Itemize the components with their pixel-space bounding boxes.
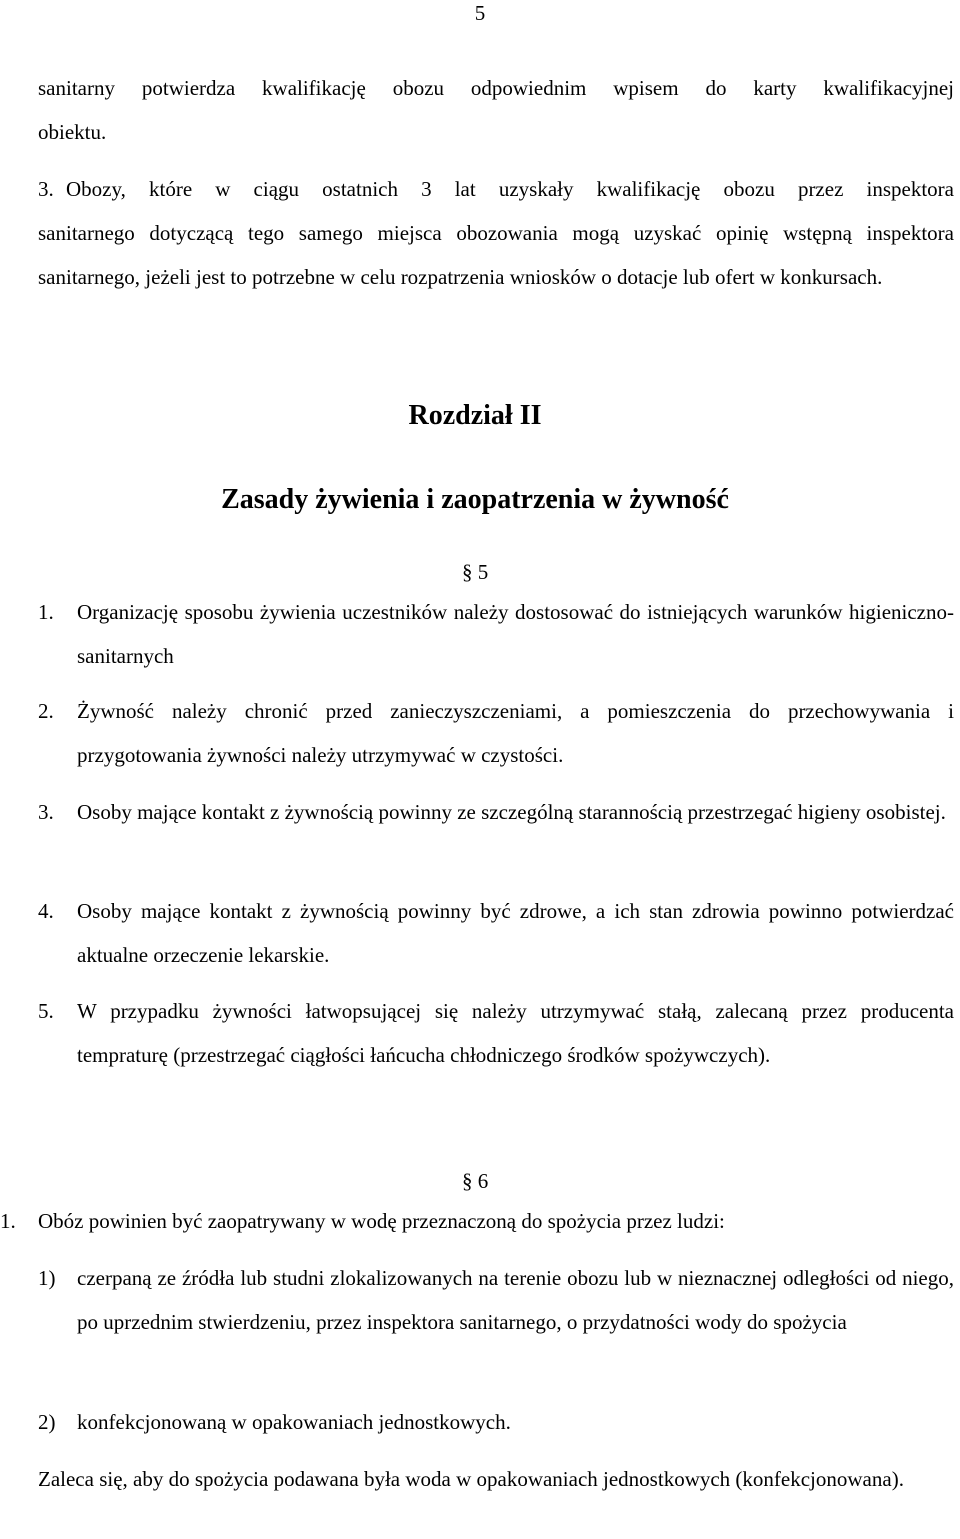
s5-item-4-text: Osoby mające kontakt z żywnością powinny być zdrowe, a ich stan zdrowia powinno potwierdzać aktualne orzeczenie lekarskie. xyxy=(77,899,954,967)
s5-item-1-number: 1. xyxy=(38,600,54,624)
section-6-heading: § 6 xyxy=(462,1169,489,1193)
item-3-first-line: Obozy, które w ciągu ostatnich 3 lat uzyskały kwalifikację obozu przez inspektora xyxy=(66,177,954,201)
intro-line-2: obiektu. xyxy=(38,120,107,144)
s6-subitem-1-number: 1) xyxy=(38,1266,56,1290)
s5-item-1-text: Organizację sposobu żywienia uczestników należy dostosować do istniejących warunków higieniczno-sanitarnych xyxy=(77,600,954,668)
chapter-title: Rozdział II xyxy=(408,400,542,431)
s6-item-1-text: Obóz powinien być zaopatrywany w wodę przeznaczoną do spożycia przez ludzi: xyxy=(38,1209,725,1233)
item-3-number: 3. xyxy=(38,177,54,201)
s6-closing-text: Zaleca się, aby do spożycia podawana była woda w opakowaniach jednostkowych (konfekcjonowana). xyxy=(38,1467,904,1491)
intro-line-1: sanitarny potwierdza kwalifikację obozu odpowiednim wpisem do karty kwalifikacyjnej xyxy=(38,76,954,100)
s5-item-2-text: Żywność należy chronić przed zanieczyszczeniami, a pomieszczenia do przechowywania i przygotowania żywności należy utrzymywać w czystości. xyxy=(77,699,954,767)
section-5-heading: § 5 xyxy=(462,560,489,584)
s5-item-3-text: Osoby mające kontakt z żywnością powinny ze szczególną starannością przestrzegać higieny osobistej. xyxy=(77,800,946,824)
s5-item-2-number: 2. xyxy=(38,699,54,723)
chapter-subtitle: Zasady żywienia i zaopatrzenia w żywność xyxy=(221,484,729,515)
page-number: 5 xyxy=(474,1,486,25)
s6-subitem-2-number: 2) xyxy=(38,1410,56,1434)
s6-item-1-number: 1. xyxy=(0,1209,16,1233)
s6-subitem-1-text: czerpaną ze źródła lub studni zlokalizowanych na terenie obozu lub w nieznacznej odległości od niego, po uprzednim stwierdzeniu, przez inspektora sanitarnego, o przydatności wody do spożycia xyxy=(77,1266,954,1334)
s5-item-3-number: 3. xyxy=(38,800,54,824)
s5-item-4-number: 4. xyxy=(38,899,54,923)
s5-item-5-text: W przypadku żywności łatwopsującej się należy utrzymywać stałą, zalecaną przez producenta tempraturę (przestrzegać ciągłości łańcucha chłodniczego środków spożywczych). xyxy=(77,999,954,1067)
s5-item-5-number: 5. xyxy=(38,999,54,1023)
s6-subitem-2-text: konfekcjonowaną w opakowaniach jednostkowych. xyxy=(77,1410,511,1434)
item-3-text: sanitarnego dotyczącą tego samego miejsca obozowania mogą uzyskać opinię wstępną inspektora sanitarnego, jeżeli jest to potrzebne w celu rozpatrzenia wniosków o dotacje lub ofert w konkursach. xyxy=(38,221,954,289)
